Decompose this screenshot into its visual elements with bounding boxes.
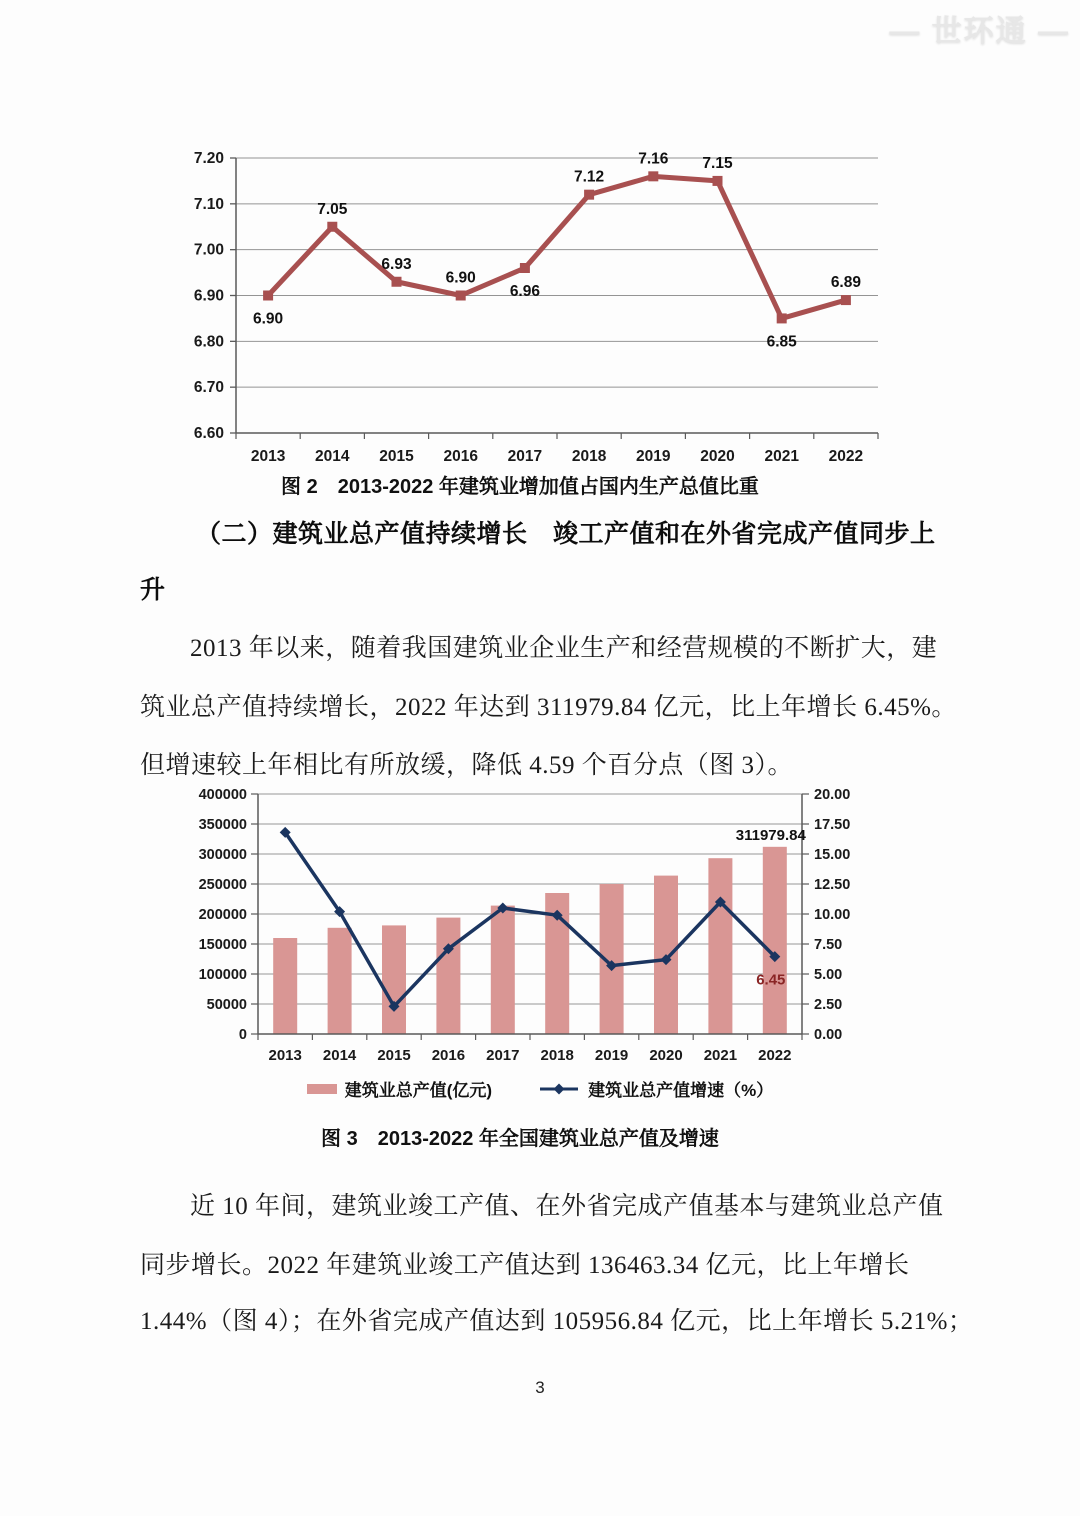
svg-text:0.00: 0.00 <box>814 1027 843 1043</box>
svg-text:6.90: 6.90 <box>445 269 476 287</box>
legend-line-label: 建筑业总产值增速（%） <box>588 1081 774 1100</box>
svg-text:2017: 2017 <box>507 448 543 465</box>
legend-bar-label: 建筑业总产值(亿元) <box>344 1081 493 1100</box>
svg-text:2.50: 2.50 <box>814 997 843 1013</box>
figure3-legend <box>0 1076 1080 1101</box>
svg-text:6.93: 6.93 <box>381 255 412 273</box>
svg-text:2019: 2019 <box>636 448 671 465</box>
svg-text:2015: 2015 <box>377 1047 411 1064</box>
svg-text:2018: 2018 <box>540 1047 574 1064</box>
svg-text:2019: 2019 <box>594 1047 629 1064</box>
svg-text:5.00: 5.00 <box>814 967 843 983</box>
svg-text:2022: 2022 <box>828 448 864 465</box>
svg-text:100000: 100000 <box>198 967 247 983</box>
svg-text:2017: 2017 <box>486 1047 520 1064</box>
svg-text:2015: 2015 <box>379 448 414 465</box>
figure3-chart <box>150 778 930 1078</box>
svg-text:2020: 2020 <box>700 448 735 465</box>
svg-text:6.89: 6.89 <box>830 274 861 292</box>
svg-text:6.85: 6.85 <box>766 333 797 351</box>
svg-text:7.00: 7.00 <box>193 241 224 259</box>
svg-text:10.00: 10.00 <box>814 907 851 923</box>
svg-text:250000: 250000 <box>198 877 247 893</box>
paragraph2-line2: 同步增长。2022 年建筑业竣工产值达到 136463.34 亿元，比上年增长 <box>140 1252 910 1279</box>
svg-text:150000: 150000 <box>198 937 247 953</box>
svg-text:7.16: 7.16 <box>638 150 669 168</box>
bar-series-swatch-icon <box>307 1084 337 1094</box>
line-series-swatch-icon <box>538 1083 580 1095</box>
svg-text:2013: 2013 <box>250 448 286 465</box>
svg-text:2016: 2016 <box>431 1047 466 1064</box>
svg-text:7.15: 7.15 <box>702 154 733 172</box>
svg-text:200000: 200000 <box>198 907 247 923</box>
svg-text:6.90: 6.90 <box>253 310 284 328</box>
svg-text:350000: 350000 <box>198 817 247 833</box>
paragraph1-line3: 但增速较上年相比有所放缓，降低 4.59 个百分点（图 3）。 <box>140 752 794 779</box>
svg-text:2013: 2013 <box>268 1047 302 1064</box>
svg-text:6.80: 6.80 <box>193 333 224 351</box>
figure2-chart <box>150 140 910 475</box>
svg-text:2020: 2020 <box>649 1047 683 1064</box>
legend-item-line <box>538 1076 773 1101</box>
paragraph1-line2: 筑业总产值持续增长，2022 年达到 311979.84 亿元，比上年增长 6.45%。 <box>140 694 957 721</box>
svg-text:2018: 2018 <box>571 448 607 465</box>
svg-text:7.20: 7.20 <box>193 150 224 167</box>
paragraph2-line1: 近 10 年间，建筑业竣工产值、在外省完成产值基本与建筑业总产值 <box>190 1193 944 1220</box>
svg-text:20.00: 20.00 <box>814 787 851 803</box>
svg-text:2021: 2021 <box>703 1047 738 1064</box>
svg-text:50000: 50000 <box>206 997 247 1013</box>
figure2-caption: 图 2 2013-2022 年建筑业增加值占国内生产总值比重 <box>281 476 759 498</box>
svg-text:300000: 300000 <box>198 847 247 863</box>
svg-text:6.45: 6.45 <box>756 971 786 989</box>
section-heading-line2: 升 <box>140 576 166 604</box>
paragraph1-line1: 2013 年以来，随着我国建筑业企业生产和经营规模的不断扩大，建 <box>190 635 938 662</box>
figure3-caption: 图 3 2013-2022 年全国建筑业总产值及增速 <box>321 1128 719 1150</box>
svg-text:7.05: 7.05 <box>317 200 348 218</box>
legend-item-bar <box>307 1076 492 1101</box>
svg-text:311979.84: 311979.84 <box>735 826 806 844</box>
page-number: 3 <box>535 1378 545 1397</box>
svg-text:2022: 2022 <box>758 1047 792 1064</box>
svg-text:2021: 2021 <box>764 448 799 465</box>
svg-text:7.10: 7.10 <box>193 195 224 213</box>
svg-text:15.00: 15.00 <box>814 847 851 863</box>
svg-text:2016: 2016 <box>443 448 478 465</box>
svg-text:2014: 2014 <box>322 1047 357 1064</box>
svg-text:6.90: 6.90 <box>193 287 224 305</box>
svg-text:7.50: 7.50 <box>814 937 843 953</box>
watermark: — 世环通 — <box>889 15 1070 48</box>
svg-text:6.60: 6.60 <box>193 425 224 442</box>
paragraph2-line3: 1.44%（图 4）；在外省完成产值达到 105956.84 亿元，比上年增长 5.21%； <box>140 1308 974 1335</box>
svg-text:0: 0 <box>238 1027 247 1043</box>
section-heading-line1: （二）建筑业总产值持续增长 竣工产值和在外省完成产值同步上 <box>196 520 936 548</box>
svg-text:400000: 400000 <box>198 787 247 803</box>
svg-text:7.12: 7.12 <box>574 168 605 186</box>
svg-text:2014: 2014 <box>315 448 350 465</box>
svg-text:6.70: 6.70 <box>193 379 224 397</box>
svg-text:17.50: 17.50 <box>814 817 851 833</box>
svg-text:6.96: 6.96 <box>509 283 540 300</box>
svg-text:12.50: 12.50 <box>814 877 851 893</box>
